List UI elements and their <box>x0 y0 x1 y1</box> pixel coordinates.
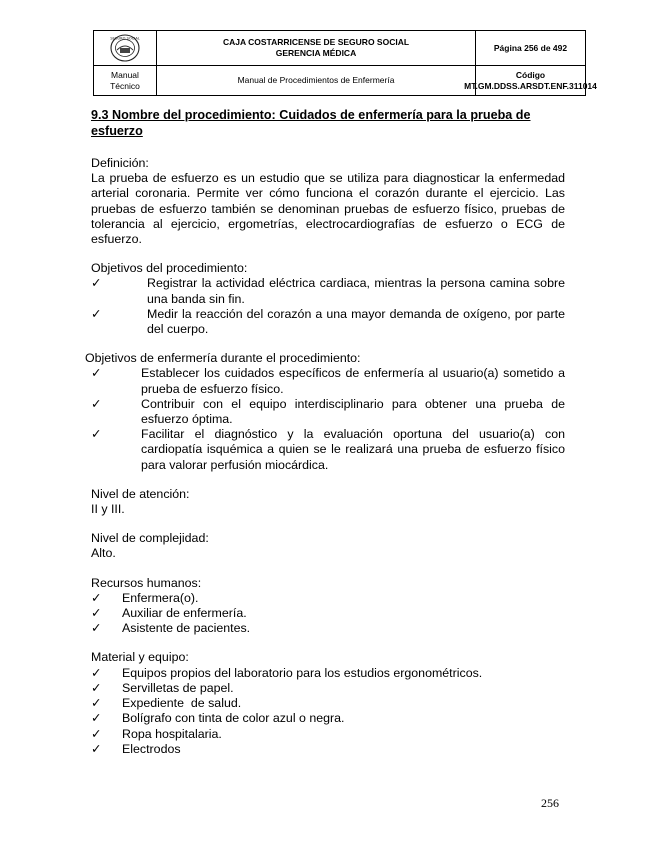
manual-name: Manual de Procedimientos de Enfermería <box>237 75 395 85</box>
list-item-text: Auxiliar de enfermería. <box>122 606 247 621</box>
check-icon: ✓ <box>91 366 102 381</box>
check-icon: ✓ <box>91 711 102 726</box>
list-item <box>91 366 565 396</box>
list-item <box>91 727 565 742</box>
human-resources-heading: Recursos humanos: <box>91 575 202 590</box>
page-indicator: Página 256 de 492 <box>493 42 568 53</box>
list-item <box>91 276 565 306</box>
list-item <box>91 621 565 636</box>
page-number: 256 <box>541 796 559 810</box>
check-icon: ✓ <box>91 276 102 291</box>
human-resources-list <box>91 591 565 637</box>
list-item-text: Enfermera(o). <box>122 590 199 605</box>
check-icon: ✓ <box>91 396 102 411</box>
objectives-nursing-heading: Objetivos de enfermería durante el procedimiento: <box>85 351 361 366</box>
materials-list <box>91 666 565 757</box>
list-item-text: Asistente de pacientes. <box>122 621 251 636</box>
institution-logo <box>104 33 146 63</box>
objectives-nursing-list <box>91 366 565 472</box>
list-item <box>91 591 565 606</box>
attention-level-value: II y III. <box>91 502 125 517</box>
list-item-text: Contribuir con el equipo interdisciplinario para obtener una prueba de esfuerzo óptima. <box>141 396 565 427</box>
list-item-text: Establecer los cuidados específicos de enfermería al usuario(a) sometido a prueba de esfuerzo físico. <box>141 366 565 396</box>
list-item <box>91 397 565 427</box>
list-item <box>91 427 565 473</box>
doc-type-line-1: Manual <box>111 69 139 80</box>
list-item <box>91 696 565 711</box>
document-type <box>94 66 156 95</box>
code-label: Código <box>515 69 546 80</box>
list-item-text: Facilitar el diagnóstico y la evaluación oportuna del usuario(a) con cardiopatía isquémica a quien se le realizará una prueba de esfuerzo físico para valorar perfusión miocárdica. <box>141 427 565 472</box>
list-item-text: Ropa hospitalaria. <box>122 726 222 741</box>
document-code <box>464 66 597 95</box>
document-header-table <box>93 30 597 96</box>
list-item-text: Servilletas de papel. <box>122 680 234 695</box>
list-item-text: Medir la reacción del corazón a una mayor demanda de oxígeno, por parte del cuerpo. <box>147 306 565 337</box>
objectives-procedure-list <box>91 276 565 337</box>
definition-heading: Definición: <box>91 156 149 170</box>
check-icon: ✓ <box>91 680 102 695</box>
list-item <box>91 307 565 337</box>
list-item-text: Expediente de salud. <box>122 696 242 711</box>
check-icon: ✓ <box>91 590 102 605</box>
check-icon: ✓ <box>91 427 102 442</box>
list-item-text: Equipos propios del laboratorio para los estudios ergonométricos. <box>122 665 483 680</box>
document-body <box>85 108 565 757</box>
institution-line-1: CAJA COSTARRICENSE DE SEGURO SOCIAL <box>222 37 410 47</box>
check-icon: ✓ <box>91 696 102 711</box>
objectives-procedure-heading: Objetivos del procedimiento: <box>91 261 248 276</box>
doc-type-line-2: Técnico <box>110 80 140 91</box>
definition-text: La prueba de esfuerzo es un estudio que se utiliza para diagnosticar la enfermedad arterial coronaria. Permite ver cómo funciona el corazón durante el ejercicio. Las pruebas de esfuerzo también se denominan pruebas de esfuerzo físico, pruebas de tolerancia al ejercicio, ergometrías, electrocardiografías de esfuerzo o ECG de esfuerzo. <box>91 171 565 247</box>
list-item <box>91 711 565 726</box>
check-icon: ✓ <box>91 621 102 636</box>
list-item <box>91 742 565 757</box>
list-item-text: Registrar la actividad eléctrica cardiaca, mientras la persona camina sobre una banda sin fin. <box>147 276 565 306</box>
list-item <box>91 666 565 681</box>
attention-level-heading: Nivel de atención: <box>91 486 190 501</box>
svg-text:SEGURO SOCIAL: SEGURO SOCIAL <box>110 36 140 41</box>
list-item-text: Bolígrafo con tinta de color azul o negra. <box>122 711 345 726</box>
code-value: MT.GM.DDSS.ARSDT.ENF.311014 <box>464 80 597 91</box>
check-icon: ✓ <box>91 306 102 321</box>
check-icon: ✓ <box>91 741 102 756</box>
institution-name <box>157 31 475 65</box>
list-item <box>91 606 565 621</box>
complexity-level-value: Alto. <box>91 546 116 561</box>
institution-line-2: GERENCIA MÉDICA <box>275 48 357 58</box>
materials-heading: Material y equipo: <box>91 650 189 665</box>
section-title: 9.3 Nombre del procedimiento: Cuidados de enfermería para la prueba de esfuerzo <box>91 108 531 138</box>
check-icon: ✓ <box>91 606 102 621</box>
list-item-text: Electrodos <box>122 741 181 756</box>
list-item <box>91 681 565 696</box>
check-icon: ✓ <box>91 726 102 741</box>
complexity-level-heading: Nivel de complejidad: <box>91 531 209 546</box>
check-icon: ✓ <box>91 665 102 680</box>
